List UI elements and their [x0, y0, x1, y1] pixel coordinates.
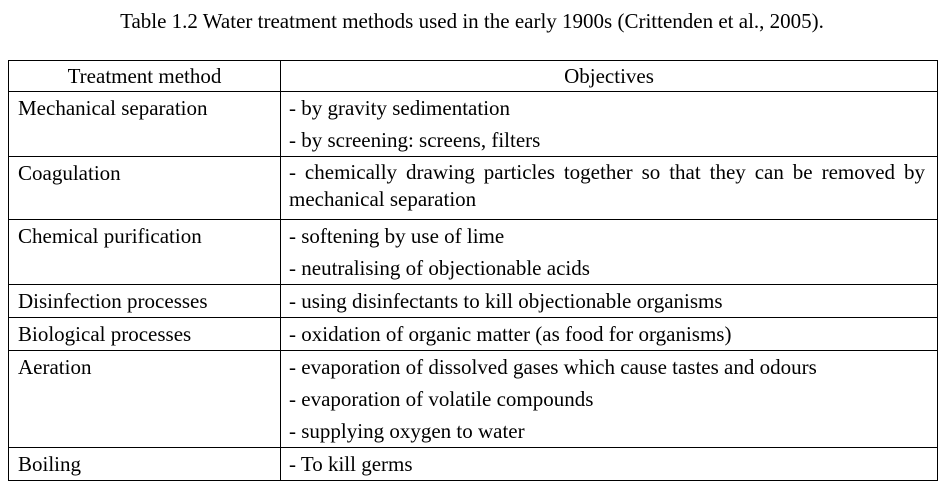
method-cell [9, 351, 281, 448]
method-label: Coagulation [18, 161, 121, 185]
method-label: Mechanical separation [18, 96, 208, 120]
table-header-row [9, 61, 938, 92]
objective-item: - evaporation of dissolved gases which cause tastes and odours [289, 355, 817, 379]
objective-item: - softening by use of lime [289, 224, 505, 248]
objective-item: - oxidation of organic matter (as food for organisms) [289, 322, 732, 346]
objective-item: - chemically drawing particles together so that they can be removed by mechanical separation [289, 160, 925, 211]
table-row [9, 351, 938, 448]
table-row [9, 318, 938, 351]
method-cell [9, 318, 281, 351]
objective-item: - neutralising of objectionable acids [289, 256, 590, 280]
method-label: Chemical purification [18, 224, 202, 248]
method-cell [9, 157, 281, 220]
method-label: Biological processes [18, 322, 192, 346]
table-row [9, 448, 938, 481]
objective-item: - To kill germs [289, 452, 413, 476]
objective-item: - evaporation of volatile compounds [289, 387, 594, 411]
table-row [9, 92, 938, 157]
treatment-methods-table [8, 60, 938, 481]
table-row [9, 157, 938, 220]
objective-item: - by gravity sedimentation [289, 96, 511, 120]
table-row [9, 285, 938, 318]
objective-item: - by screening: screens, filters [289, 128, 541, 152]
objectives-cell [281, 318, 938, 351]
method-cell [9, 285, 281, 318]
table-caption: Table 1.2 Water treatment methods used in the early 1900s (Crittenden et al., 2005). [120, 9, 824, 33]
objectives-cell [281, 92, 938, 157]
method-label: Disinfection processes [18, 289, 208, 313]
table-row [9, 220, 938, 285]
objectives-cell [281, 220, 938, 285]
objective-item: - supplying oxygen to water [289, 419, 525, 443]
header-treatment-method: Treatment method [9, 61, 281, 92]
objectives-cell [281, 351, 938, 448]
method-cell [9, 220, 281, 285]
objectives-cell [281, 157, 938, 220]
objectives-cell [281, 285, 938, 318]
method-cell [9, 448, 281, 481]
method-label: Boiling [18, 452, 82, 476]
header-objectives: Objectives [281, 61, 938, 92]
method-cell [9, 92, 281, 157]
objective-item: - using disinfectants to kill objectionable organisms [289, 289, 723, 313]
method-label: Aeration [18, 355, 92, 379]
objectives-cell [281, 448, 938, 481]
